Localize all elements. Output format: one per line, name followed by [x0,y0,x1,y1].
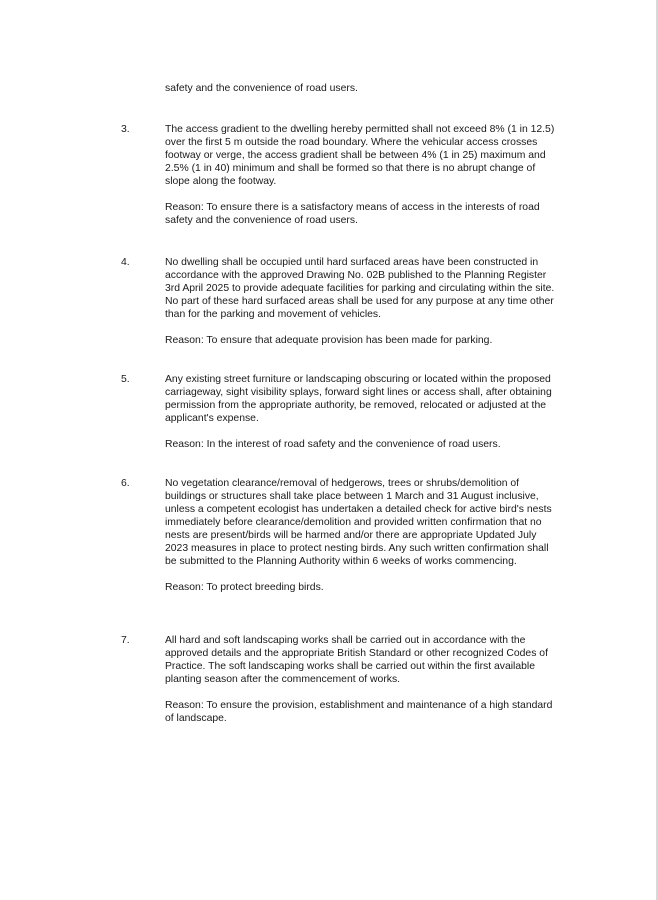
condition-reason: Reason: To ensure that adequate provision has been made for parking. [165,335,493,346]
condition-text: Any existing street furniture or landscaping obscuring or located within the proposed carriageway, sight visibility splays, forward sight lines or access shall, after obtaining permission from the appropriate authority, be removed, relocated or adjusted at the applicant's expense. [165,374,552,424]
condition-text: All hard and soft landscaping works shall be carried out in accordance with the approved details and the appropriate British Standard or other recognized Codes of Practice. The soft landscaping works shall be carried out within the first available planting season after the commencement of works. [165,635,548,685]
condition-reason: Reason: To ensure there is a satisfactory means of access in the interests of road safety and the convenience of road users. [165,202,540,226]
condition-reason: Reason: To protect breeding birds. [165,582,324,593]
condition-number: 6. [121,478,130,489]
continued-reason-text: safety and the convenience of road users. [165,83,358,94]
condition-text: No dwelling shall be occupied until hard surfaced areas have been constructed in accordance with the approved Drawing No. 02B published to the Planning Register 3rd April 2025 to provide adequate facilities for parking and circulating within the site. No part of these hard surfaced areas shall be used for any purpose at any time other than for the parking and movement of vehicles. [165,257,555,320]
condition-reason: Reason: To ensure the provision, establishment and maintenance of a high standard of landscape. [165,700,553,724]
condition-body [165,373,560,451]
condition-number: 3. [121,124,130,135]
condition-number: 5. [121,374,130,385]
condition-reason: Reason: In the interest of road safety and the convenience of road users. [165,439,501,450]
condition-body [165,477,560,594]
condition-body [165,634,560,725]
condition-number: 4. [121,257,130,268]
condition-text: No vegetation clearance/removal of hedgerows, trees or shrubs/demolition of buildings or structures shall take place between 1 March and 31 August inclusive, unless a competent ecologist has undertaken a detailed check for active bird's nests immediately before clearance/demolition and provided written confirmation that no nests are present/birds will be harmed and/or there are appropriate Updated July 2023 measures in place to protect nesting birds. Any such written confirmation shall be submitted to the Planning Authority within 6 weeks of works commencing. [165,478,552,567]
condition-number: 7. [121,635,130,646]
condition-text: The access gradient to the dwelling hereby permitted shall not exceed 8% (1 in 12.5) over the first 5 m outside the road boundary. Where the vehicular access crosses footway or verge, the access gradient shall be between 4% (1 in 25) maximum and 2.5% (1 in 40) minimum and shall be formed so that there is no abrupt change of slope along the footway. [165,124,555,187]
condition-body [165,256,560,347]
condition-body [165,123,560,227]
